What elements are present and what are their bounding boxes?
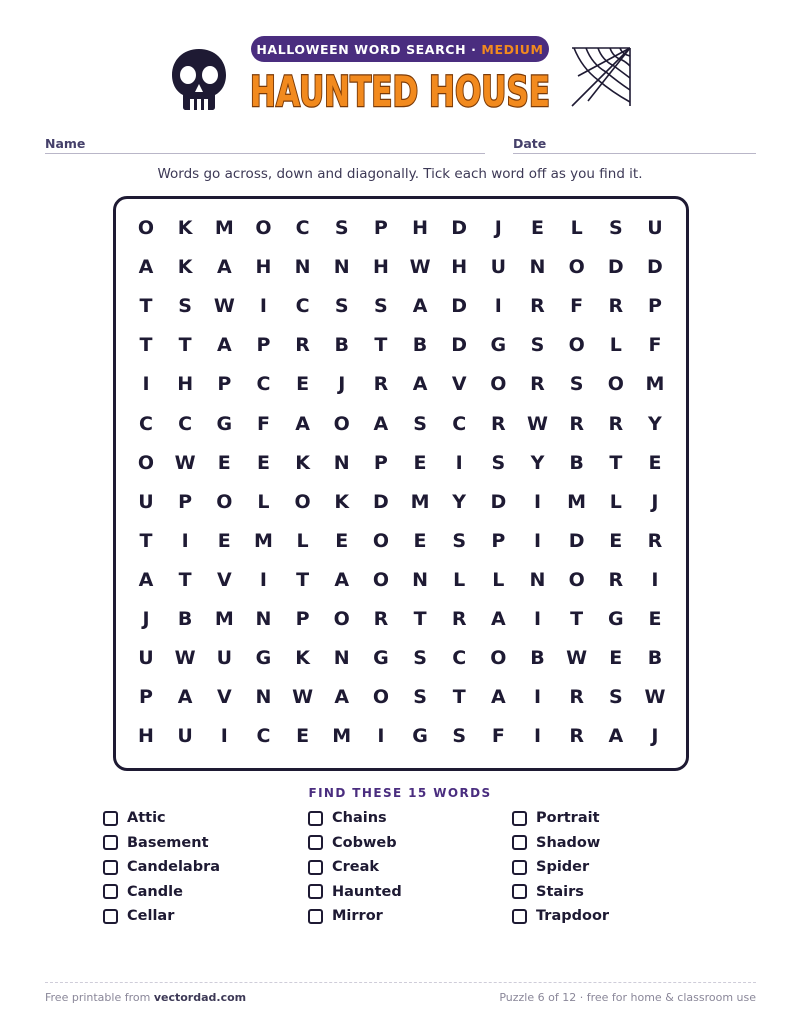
grid-letter[interactable]: N	[333, 256, 350, 279]
grid-letter[interactable]: O	[294, 490, 311, 513]
grid-letter[interactable]: E	[413, 451, 427, 474]
grid-letter[interactable]: O	[607, 373, 624, 396]
grid-letter[interactable]: T	[178, 334, 192, 357]
word-checkbox[interactable]	[308, 811, 323, 826]
grid-letter[interactable]: J	[494, 217, 502, 239]
grid-letter[interactable]: U	[647, 217, 663, 239]
word-item-trapdoor[interactable]	[512, 906, 609, 926]
grid-letter[interactable]: H	[372, 256, 389, 279]
word-label: Stairs	[536, 883, 584, 900]
grid-letter[interactable]: L	[257, 490, 270, 513]
grid-letter[interactable]: D	[451, 295, 468, 318]
grid-letter[interactable]: M	[410, 490, 430, 513]
grid-letter[interactable]: T	[570, 608, 584, 630]
word-item-chains[interactable]	[308, 808, 387, 828]
grid-letter[interactable]: P	[178, 490, 193, 513]
grid-letter[interactable]: E	[296, 373, 310, 396]
grid-letter[interactable]: T	[139, 295, 153, 318]
word-checkbox[interactable]	[103, 860, 118, 875]
grid-letter[interactable]: W	[644, 686, 666, 709]
word-checkbox[interactable]	[308, 909, 323, 924]
grid-letter[interactable]: D	[568, 529, 585, 552]
grid-letter[interactable]: E	[296, 725, 310, 748]
word-item-portrait[interactable]	[512, 808, 600, 828]
grid-letter[interactable]: D	[490, 490, 507, 513]
grid-letter[interactable]: O	[568, 334, 585, 357]
grid-letter[interactable]: L	[570, 217, 583, 239]
grid-letter[interactable]: U	[177, 725, 193, 748]
grid-letter[interactable]: O	[372, 686, 389, 709]
grid-letter[interactable]: E	[609, 529, 623, 552]
grid-letter[interactable]: S	[452, 725, 467, 748]
grid-letter[interactable]: O	[490, 373, 507, 396]
grid-letter[interactable]: S	[413, 686, 427, 709]
grid-letter[interactable]: J	[651, 725, 659, 748]
grid-letter[interactable]: F	[256, 412, 270, 435]
grid-letter[interactable]: E	[217, 451, 231, 474]
grid-letter[interactable]: K	[334, 490, 350, 513]
grid-letter[interactable]: O	[137, 451, 155, 474]
grid-letter[interactable]: O	[372, 568, 389, 591]
word-checkbox[interactable]	[103, 884, 118, 899]
grid-letter[interactable]: O	[568, 568, 585, 591]
grid-letter[interactable]: B	[177, 608, 193, 630]
grid-letter[interactable]: S	[452, 529, 467, 552]
word-item-mirror[interactable]	[308, 906, 383, 926]
grid-letter[interactable]: E	[648, 451, 662, 474]
grid-letter[interactable]: T	[139, 334, 153, 357]
grid-letter[interactable]: P	[373, 451, 388, 474]
grid-letter[interactable]: M	[253, 529, 273, 552]
grid-letter[interactable]: P	[139, 686, 153, 709]
grid-letter[interactable]: A	[490, 608, 506, 630]
word-item-stairs[interactable]	[512, 882, 584, 902]
grid-letter[interactable]: E	[335, 529, 349, 552]
word-checkbox[interactable]	[512, 860, 527, 875]
word-checkbox[interactable]	[103, 835, 118, 850]
grid-letter[interactable]: V	[216, 686, 232, 709]
word-label: Mirror	[332, 908, 383, 924]
word-label: Creak	[332, 859, 380, 875]
grid-letter[interactable]: J	[142, 608, 150, 630]
grid-letter[interactable]: R	[451, 608, 467, 630]
grid-letter[interactable]: P	[647, 295, 662, 318]
grid-letter[interactable]: T	[296, 568, 310, 591]
grid-letter[interactable]: I	[259, 568, 267, 591]
grid-letter[interactable]: I	[377, 725, 385, 748]
grid-letter[interactable]: R	[373, 608, 389, 630]
grid-letter[interactable]: V	[216, 568, 232, 591]
grid-letter[interactable]: K	[177, 217, 193, 239]
grid-letter[interactable]: R	[491, 412, 506, 435]
grid-letter[interactable]: W	[174, 647, 196, 670]
grid-letter[interactable]: O	[568, 256, 585, 279]
word-label: Chains	[332, 810, 387, 826]
grid-letter[interactable]: S	[334, 217, 349, 239]
grid-letter[interactable]: I	[220, 725, 228, 748]
grid-letter[interactable]: S	[374, 295, 388, 318]
grid-letter[interactable]: S	[608, 686, 623, 709]
grid-letter[interactable]: G	[373, 647, 389, 670]
grid-letter[interactable]: U	[216, 647, 233, 670]
grid-letter[interactable]: T	[374, 334, 388, 357]
grid-letter[interactable]: T	[452, 686, 466, 709]
grid-letter[interactable]: A	[138, 568, 154, 591]
grid-letter[interactable]: I	[455, 451, 463, 474]
grid-letter[interactable]: R	[608, 295, 624, 318]
grid-letter[interactable]: M	[567, 490, 587, 513]
grid-letter[interactable]: L	[609, 334, 622, 357]
word-checkbox[interactable]	[512, 835, 527, 850]
grid-letter[interactable]: B	[412, 334, 428, 357]
grid-letter[interactable]: E	[256, 451, 270, 474]
skull-icon	[170, 47, 228, 111]
word-item-cobweb[interactable]	[308, 833, 397, 853]
grid-letter[interactable]: M	[645, 373, 665, 396]
grid-letter[interactable]: D	[647, 256, 663, 279]
grid-letter[interactable]: C	[452, 412, 467, 435]
grid-letter[interactable]: R	[608, 568, 624, 591]
grid-letter[interactable]: K	[295, 647, 310, 670]
grid-letter[interactable]: I	[533, 686, 542, 709]
grid-letter[interactable]: S	[569, 373, 584, 396]
grid-letter[interactable]: W	[566, 647, 588, 670]
grid-letter[interactable]: G	[255, 647, 272, 670]
word-checkbox[interactable]	[512, 884, 527, 899]
word-checkbox[interactable]	[308, 884, 323, 899]
word-label: Haunted	[332, 883, 402, 900]
word-label: Trapdoor	[536, 908, 610, 924]
grid-letter[interactable]: D	[451, 217, 468, 239]
word-checkbox[interactable]	[308, 860, 323, 875]
footer-puzzle-info: Puzzle 6 of 12 · free for home & classroom use	[499, 991, 756, 1004]
grid-letter[interactable]: I	[142, 373, 150, 396]
word-item-candelabra[interactable]	[103, 857, 220, 877]
grid-letter[interactable]: D	[373, 490, 389, 513]
grid-letter[interactable]: R	[530, 295, 545, 318]
word-checkbox[interactable]	[512, 909, 527, 924]
grid-letter[interactable]: W	[174, 451, 196, 474]
word-label: Spider	[536, 859, 590, 875]
date-line[interactable]	[513, 153, 756, 154]
grid-letter[interactable]: O	[333, 608, 350, 630]
word-label: Cobweb	[332, 834, 397, 851]
word-label: Basement	[127, 834, 209, 851]
date-label: Date	[513, 136, 547, 151]
grid-letter[interactable]: S	[413, 412, 427, 435]
word-checkbox[interactable]	[308, 835, 323, 850]
grid-letter[interactable]: S	[413, 647, 427, 670]
grid-letter[interactable]: D	[451, 334, 468, 357]
word-label: Candle	[127, 883, 183, 900]
grid-letter[interactable]: P	[217, 373, 232, 396]
grid-letter[interactable]: M	[332, 725, 352, 748]
grid-letter[interactable]: O	[137, 217, 155, 239]
name-label: Name	[45, 136, 86, 151]
grid-letter[interactable]: E	[609, 647, 623, 670]
grid-letter[interactable]: C	[295, 295, 310, 318]
grid-letter[interactable]: A	[412, 373, 428, 396]
grid-letter[interactable]: A	[373, 412, 389, 435]
grid-letter[interactable]: A	[177, 686, 193, 709]
grid-letter[interactable]: B	[647, 647, 663, 670]
grid-letter[interactable]: U	[138, 490, 154, 513]
word-checkbox[interactable]	[512, 811, 527, 826]
grid-letter[interactable]: R	[569, 412, 584, 435]
grid-letter[interactable]: M	[214, 217, 234, 239]
grid-letter[interactable]: P	[295, 608, 310, 630]
page-title	[240, 62, 560, 120]
grid-letter[interactable]: R	[530, 373, 545, 396]
grid-letter[interactable]: E	[531, 217, 544, 239]
grid-letter[interactable]: N	[255, 686, 272, 709]
grid-letter[interactable]: L	[453, 568, 466, 591]
grid-letter[interactable]: C	[256, 373, 271, 396]
word-checkbox[interactable]	[103, 909, 118, 924]
grid-letter[interactable]: W	[527, 412, 548, 435]
grid-letter[interactable]: H	[451, 256, 468, 279]
grid-letter[interactable]: Y	[648, 412, 662, 435]
grid-letter[interactable]: I	[533, 490, 542, 513]
grid-letter[interactable]: T	[413, 608, 427, 630]
footer-prefix: Free printable from	[45, 991, 154, 1004]
grid-letter[interactable]: W	[409, 256, 431, 279]
grid-letter[interactable]: C	[452, 647, 467, 670]
word-item-creak[interactable]	[308, 857, 379, 877]
badge-prefix: HALLOWEEN WORD SEARCH ·	[256, 41, 482, 57]
grid-letter[interactable]: L	[296, 529, 309, 552]
word-item-candle[interactable]	[103, 882, 183, 902]
footer-credit	[45, 991, 246, 1004]
grid-letter[interactable]: A	[216, 334, 232, 357]
grid-letter[interactable]: K	[177, 256, 193, 279]
word-item-basement[interactable]	[103, 833, 209, 853]
grid-letter[interactable]: P	[373, 217, 388, 239]
grid-letter[interactable]: B	[530, 647, 545, 670]
puzzle-badge	[251, 36, 549, 62]
footer-site-link[interactable]: vectordad.com	[153, 991, 247, 1004]
grid-letter[interactable]: R	[569, 725, 584, 748]
grid-letter[interactable]: R	[295, 334, 310, 357]
spiderweb-icon	[570, 46, 632, 108]
word-item-shadow[interactable]	[512, 833, 600, 853]
grid-letter[interactable]: O	[255, 217, 272, 239]
grid-letter[interactable]: F	[491, 725, 505, 748]
grid-letter[interactable]: S	[334, 295, 349, 318]
grid-letter[interactable]: N	[529, 568, 546, 591]
title-text: HAUNTED HOUSE	[250, 67, 550, 116]
grid-letter[interactable]: C	[295, 217, 310, 239]
grid-letter[interactable]: N	[255, 608, 272, 630]
grid-letter[interactable]: E	[217, 529, 231, 552]
grid-letter[interactable]: G	[412, 725, 428, 748]
grid-letter[interactable]: V	[451, 373, 467, 396]
grid-letter[interactable]: A	[334, 686, 350, 709]
grid-letter[interactable]: B	[334, 334, 349, 357]
word-list-heading: FIND THESE 15 WORDS	[308, 786, 492, 800]
grid-letter[interactable]: T	[178, 568, 192, 591]
grid-letter[interactable]: N	[529, 256, 546, 279]
word-label: Shadow	[536, 834, 601, 851]
grid-letter[interactable]: S	[491, 451, 506, 474]
word-item-haunted[interactable]	[308, 882, 402, 902]
grid-letter[interactable]: R	[569, 686, 584, 709]
grid-letter[interactable]: G	[216, 412, 233, 435]
grid-letter[interactable]: A	[138, 256, 154, 279]
grid-letter[interactable]: I	[533, 529, 542, 552]
grid-letter[interactable]: M	[214, 608, 234, 630]
word-item-attic[interactable]	[103, 808, 166, 828]
word-label: Attic	[127, 810, 166, 826]
grid-letter[interactable]: R	[608, 412, 624, 435]
grid-letter[interactable]: A	[216, 256, 232, 279]
grid-letter[interactable]: N	[294, 256, 311, 279]
grid-letter[interactable]: G	[490, 334, 507, 357]
grid-letter[interactable]: C	[256, 725, 271, 748]
grid-letter[interactable]: N	[412, 568, 428, 591]
grid-letter[interactable]: P	[256, 334, 271, 357]
grid-letter[interactable]: I	[651, 568, 659, 591]
grid-letter[interactable]: H	[255, 256, 272, 279]
grid-letter[interactable]: K	[295, 451, 310, 474]
grid-letter[interactable]: O	[333, 412, 350, 435]
grid-letter[interactable]: H	[177, 373, 194, 396]
grid-letter[interactable]: A	[334, 568, 350, 591]
grid-letter[interactable]: T	[609, 451, 623, 474]
grid-letter[interactable]: A	[490, 686, 506, 709]
grid-letter[interactable]: S	[178, 295, 192, 318]
grid-letter[interactable]: S	[608, 217, 623, 239]
footer-divider	[45, 982, 756, 983]
grid-letter[interactable]: C	[139, 412, 153, 435]
grid-letter[interactable]: W	[292, 686, 314, 709]
grid-letter[interactable]: C	[178, 412, 193, 435]
word-item-cellar[interactable]	[103, 906, 174, 926]
difficulty-level: MEDIUM	[481, 41, 544, 57]
grid-letter[interactable]: G	[607, 608, 624, 630]
grid-letter[interactable]: H	[412, 217, 428, 239]
grid-letter[interactable]: F	[648, 334, 662, 357]
instructions: Words go across, down and diagonally. Tick each word off as you find it.	[157, 166, 643, 182]
grid-letter[interactable]: O	[372, 529, 389, 552]
grid-letter[interactable]: F	[570, 295, 584, 318]
grid-letter[interactable]: A	[608, 725, 624, 748]
word-checkbox[interactable]	[103, 811, 118, 826]
grid-letter[interactable]: L	[492, 568, 505, 591]
grid-letter[interactable]: R	[373, 373, 389, 396]
grid-letter[interactable]: W	[213, 295, 235, 318]
grid-letter[interactable]: N	[333, 647, 350, 670]
grid-letter[interactable]: U	[138, 647, 154, 670]
grid-letter[interactable]: I	[533, 725, 542, 748]
word-label: Portrait	[536, 810, 600, 826]
grid-letter[interactable]: E	[413, 529, 427, 552]
word-label: Candelabra	[127, 859, 221, 875]
grid-letter[interactable]: J	[651, 490, 659, 513]
grid-letter[interactable]: O	[490, 647, 507, 670]
grid-letter[interactable]: E	[648, 608, 662, 630]
grid-letter[interactable]: N	[333, 451, 350, 474]
grid-letter[interactable]: O	[216, 490, 233, 513]
grid-letter[interactable]: S	[530, 334, 545, 357]
grid-letter[interactable]: R	[647, 529, 663, 552]
grid-letter[interactable]: D	[607, 256, 624, 279]
grid-letter[interactable]: B	[569, 451, 584, 474]
grid-letter[interactable]: I	[533, 608, 542, 630]
grid-letter[interactable]: P	[491, 529, 506, 552]
grid-letter[interactable]: I	[494, 295, 502, 318]
word-item-spider[interactable]	[512, 857, 589, 877]
grid-letter[interactable]: T	[139, 529, 153, 552]
grid-letter[interactable]: A	[412, 295, 428, 318]
grid-letter[interactable]: I	[259, 295, 267, 318]
grid-letter[interactable]: Y	[530, 451, 545, 474]
grid-letter[interactable]: I	[181, 529, 189, 552]
name-line[interactable]	[45, 153, 485, 154]
grid-letter[interactable]: U	[490, 256, 507, 279]
grid-letter[interactable]: H	[138, 725, 154, 748]
grid-letter[interactable]: L	[609, 490, 622, 513]
word-label: Cellar	[127, 908, 175, 924]
grid-letter[interactable]: A	[295, 412, 310, 435]
grid-letter[interactable]: Y	[452, 490, 467, 513]
grid-letter[interactable]: J	[338, 373, 346, 396]
